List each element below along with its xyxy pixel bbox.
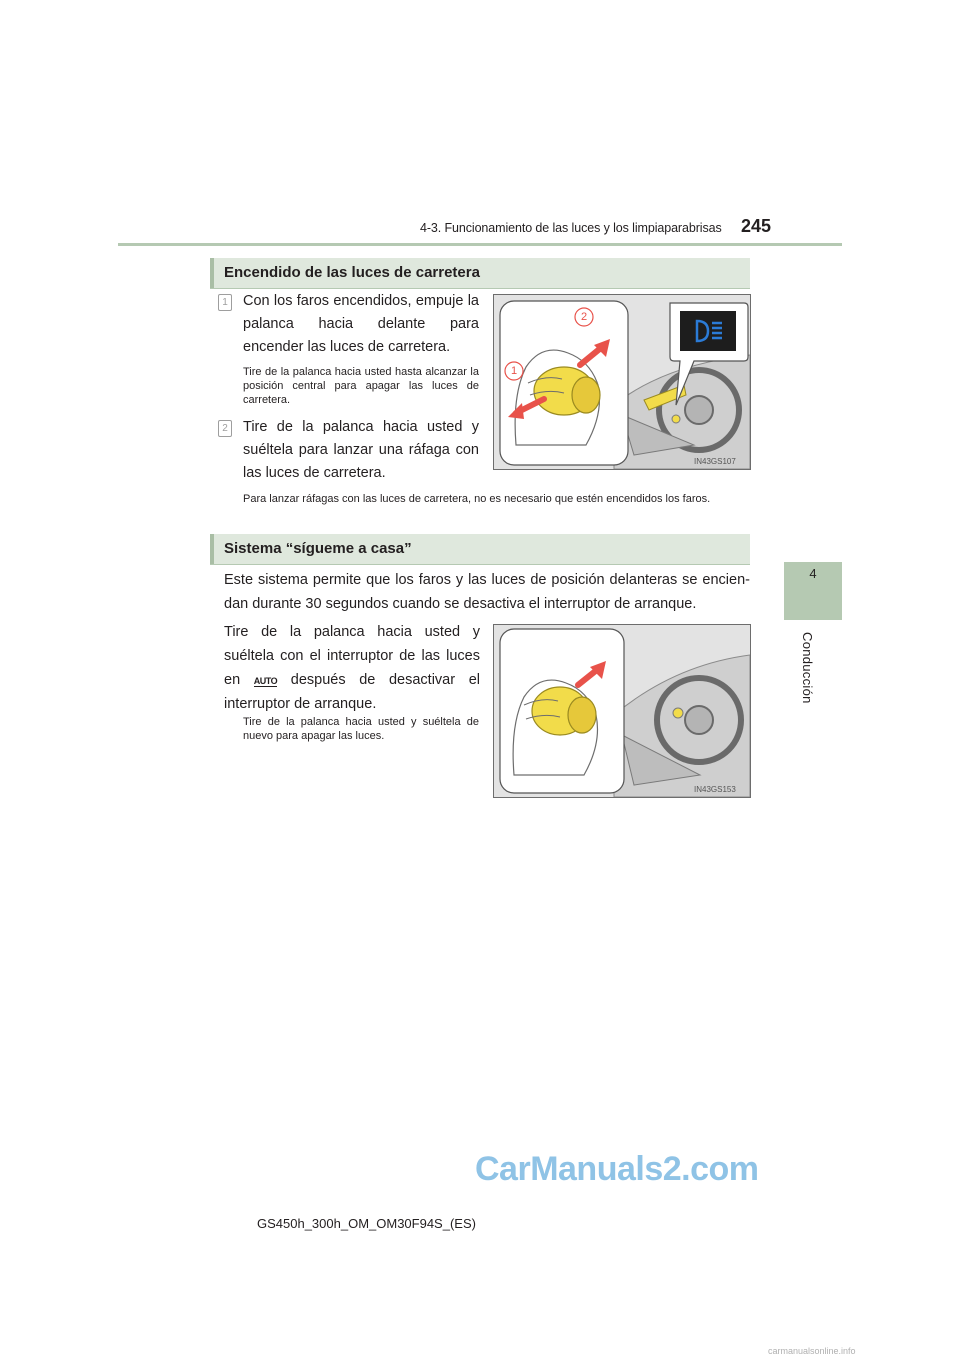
step-1-text: Con los faros encendidos, empuje la palanca hacia delante para encender las luces de carretera. — [243, 293, 479, 355]
figure-high-beam-lever — [493, 294, 751, 470]
auto-switch-icon: AUTO — [253, 676, 278, 686]
running-header: 4-3. Funcionamiento de las luces y los limpiaparabrisas — [420, 221, 722, 235]
section-title-high-beam: Encendido de las luces de carretera — [224, 264, 480, 281]
callout-2: 2 — [580, 311, 588, 323]
callout-1: 1 — [510, 365, 518, 377]
step-2-text: Tire de la palanca hacia usted y suéltela para lanzar una ráfaga con las luces de carretera. — [243, 419, 479, 481]
section-2-note: Tire de la palanca hacia usted y suéltela de nuevo para apagar las luces. — [243, 716, 479, 742]
chapter-label: Conducción — [800, 632, 815, 704]
step-number-2: 2 — [218, 420, 232, 437]
lever-illustration — [494, 295, 750, 469]
section-2-intro: Este sistema permite que los faros y las luces de posición delanteras se encien-dan durante 30 segundos cuando se desactiva el interruptor de arranque. — [224, 572, 750, 612]
instruction-before: Tire de la palanca hacia usted y suéltela con el interruptor de las luces en — [224, 624, 480, 688]
watermark-logo: CarManuals2.com — [475, 1150, 759, 1188]
step-1-note: Tire de la palanca hacia usted hasta alcanzar la posición central para apagar las luces de carretera. — [243, 366, 479, 406]
page-number: 245 — [741, 216, 772, 236]
step-number-1: 1 — [218, 294, 232, 311]
figure-code-1: IN43GS107 — [694, 457, 736, 466]
section-bar-mark — [210, 258, 214, 288]
watermark-site: carmanualsonline.info — [768, 1346, 856, 1356]
section-2-instruction — [224, 620, 480, 716]
section-title-follow-me-home: Sistema “sígueme a casa” — [224, 540, 412, 557]
section-1-note: Para lanzar ráfagas con las luces de carretera, no es necesario que estén encendidos los faros. — [243, 493, 711, 505]
document-code: GS450h_300h_OM_OM30F94S_(ES) — [257, 1216, 476, 1231]
chapter-number: 4 — [809, 566, 817, 581]
figure-follow-me-home — [493, 624, 751, 798]
header-rule — [118, 243, 842, 246]
instruction-after: después de desactivar el interruptor de arranque. — [224, 672, 480, 712]
lever-illustration-2 — [494, 625, 750, 797]
figure-code-2: IN43GS153 — [694, 785, 736, 794]
section-bar-mark — [210, 534, 214, 564]
